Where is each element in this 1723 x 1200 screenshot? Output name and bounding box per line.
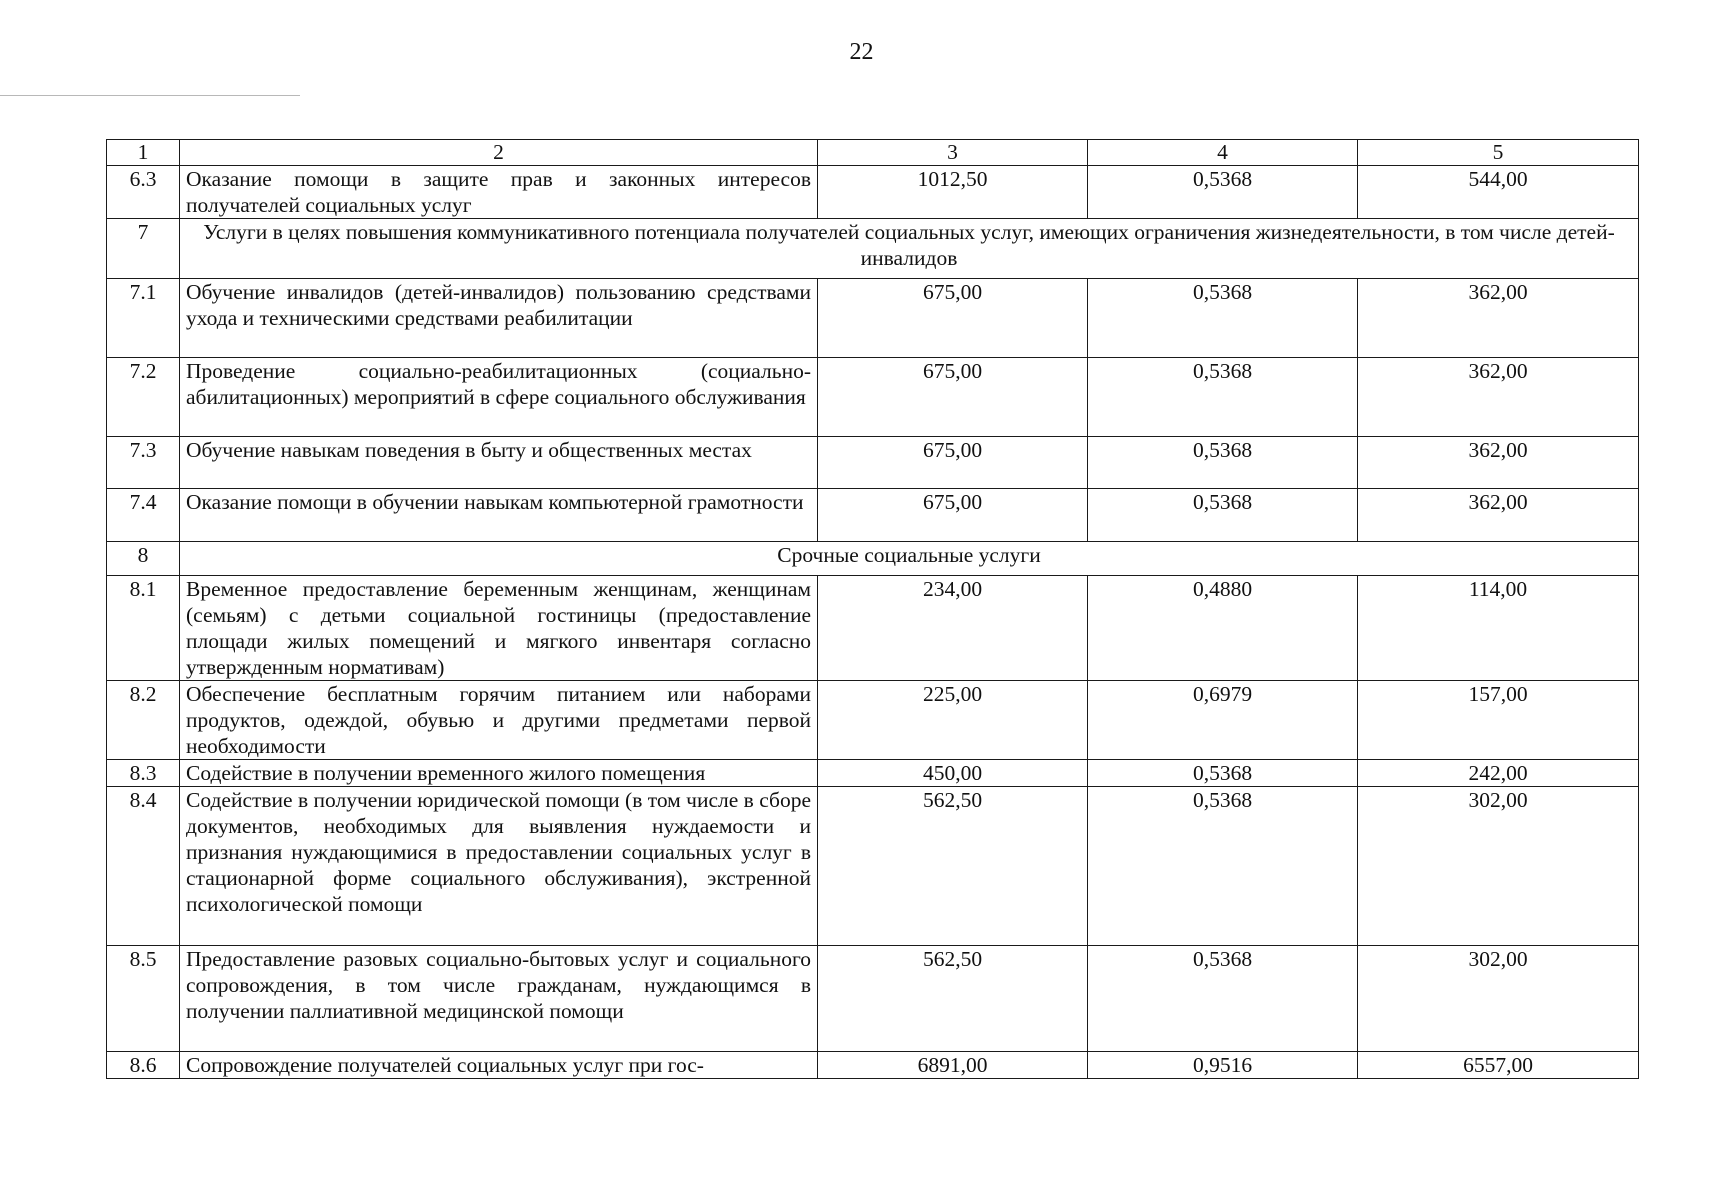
value-col-5: 302,00: [1358, 946, 1639, 1052]
value-col-3: 675,00: [818, 489, 1088, 542]
table-row: [107, 166, 1639, 219]
row-number: 6.3: [107, 166, 180, 219]
value-col-4: 0,5368: [1088, 946, 1358, 1052]
section-row: [107, 542, 1639, 576]
table-row: [107, 681, 1639, 760]
table-row: [107, 946, 1639, 1052]
service-description: Сопровождение получателей социальных услуг при гос-: [180, 1052, 818, 1079]
row-number: 8.5: [107, 946, 180, 1052]
section-number: 8: [107, 542, 180, 576]
service-description: Содействие в получении временного жилого помещения: [180, 760, 818, 787]
table-row: [107, 437, 1639, 489]
value-col-5: 362,00: [1358, 358, 1639, 437]
row-number: 7.4: [107, 489, 180, 542]
table-row: [107, 760, 1639, 787]
value-col-5: 157,00: [1358, 681, 1639, 760]
table-row: [107, 489, 1639, 542]
value-col-4: 0,5368: [1088, 760, 1358, 787]
table-row: [107, 1052, 1639, 1079]
service-description: Содействие в получении юридической помощи (в том числе в сборе документов, необходимых для выявления нуждаемости и признания нуждающимися в предоставлении социальных услуг в стационарной форме социального обслуживания), экстренной психологической помощи: [180, 787, 818, 946]
value-col-5: 114,00: [1358, 576, 1639, 681]
table-row: [107, 576, 1639, 681]
value-col-4: 0,5368: [1088, 489, 1358, 542]
service-description: Оказание помощи в защите прав и законных интересов получателей социальных услуг: [180, 166, 818, 219]
page-number: 22: [849, 39, 874, 65]
service-description: Предоставление разовых социально-бытовых услуг и социального сопровождения, в том числе гражданам, нуждающимся в получении паллиативной медицинской помощи: [180, 946, 818, 1052]
value-col-4: 0,5368: [1088, 358, 1358, 437]
table-row: [107, 358, 1639, 437]
service-description: Обеспечение бесплатным горячим питанием или наборами продуктов, одеждой, обувью и другими предметами первой необходимости: [180, 681, 818, 760]
value-col-5: 6557,00: [1358, 1052, 1639, 1079]
service-description: Оказание помощи в обучении навыкам компьютерной грамотности: [180, 489, 818, 542]
section-row: [107, 219, 1639, 279]
value-col-3: 1012,50: [818, 166, 1088, 219]
value-col-5: 242,00: [1358, 760, 1639, 787]
scan-divider-line: [0, 95, 300, 96]
row-number: 8.4: [107, 787, 180, 946]
section-title: Срочные социальные услуги: [180, 542, 1639, 576]
value-col-4: 0,5368: [1088, 437, 1358, 489]
value-col-4: 0,6979: [1088, 681, 1358, 760]
row-number: 8.1: [107, 576, 180, 681]
row-number: 8.6: [107, 1052, 180, 1079]
value-col-3: 234,00: [818, 576, 1088, 681]
row-number: 7.1: [107, 279, 180, 358]
value-col-5: 362,00: [1358, 489, 1639, 542]
section-title: Услуги в целях повышения коммуникативного потенциала получателей социальных услуг, имеющих ограничения жизнедеятельности, в том числе детей-инвалидов: [180, 219, 1639, 279]
value-col-5: 302,00: [1358, 787, 1639, 946]
value-col-5: 362,00: [1358, 279, 1639, 358]
service-description: Проведение социально-реабилитационных (социально-абилитационных) мероприятий в сфере социального обслуживания: [180, 358, 818, 437]
value-col-4: 0,5368: [1088, 166, 1358, 219]
table-row: [107, 787, 1639, 946]
service-description: Обучение навыкам поведения в быту и общественных местах: [180, 437, 818, 489]
table-header-row: [107, 140, 1639, 166]
value-col-3: 6891,00: [818, 1052, 1088, 1079]
value-col-4: 0,5368: [1088, 787, 1358, 946]
table-row: [107, 279, 1639, 358]
header-col-5: 5: [1358, 140, 1639, 166]
value-col-4: 0,4880: [1088, 576, 1358, 681]
header-col-4: 4: [1088, 140, 1358, 166]
value-col-3: 675,00: [818, 437, 1088, 489]
value-col-3: 675,00: [818, 358, 1088, 437]
row-number: 7.3: [107, 437, 180, 489]
service-description: Обучение инвалидов (детей-инвалидов) пользованию средствами ухода и техническими средствами реабилитации: [180, 279, 818, 358]
header-col-1: 1: [107, 140, 180, 166]
row-number: 8.3: [107, 760, 180, 787]
header-col-3: 3: [818, 140, 1088, 166]
header-col-2: 2: [180, 140, 818, 166]
value-col-3: 225,00: [818, 681, 1088, 760]
value-col-5: 544,00: [1358, 166, 1639, 219]
value-col-5: 362,00: [1358, 437, 1639, 489]
service-description: Временное предоставление беременным женщинам, женщинам (семьям) с детьми социальной гостиницы (предоставление площади жилых помещений и мягкого инвентаря согласно утвержденным нормативам): [180, 576, 818, 681]
value-col-3: 675,00: [818, 279, 1088, 358]
row-number: 7.2: [107, 358, 180, 437]
value-col-4: 0,9516: [1088, 1052, 1358, 1079]
value-col-3: 562,50: [818, 787, 1088, 946]
tariff-table: [106, 139, 1639, 1079]
value-col-3: 450,00: [818, 760, 1088, 787]
section-number: 7: [107, 219, 180, 279]
value-col-3: 562,50: [818, 946, 1088, 1052]
row-number: 8.2: [107, 681, 180, 760]
value-col-4: 0,5368: [1088, 279, 1358, 358]
